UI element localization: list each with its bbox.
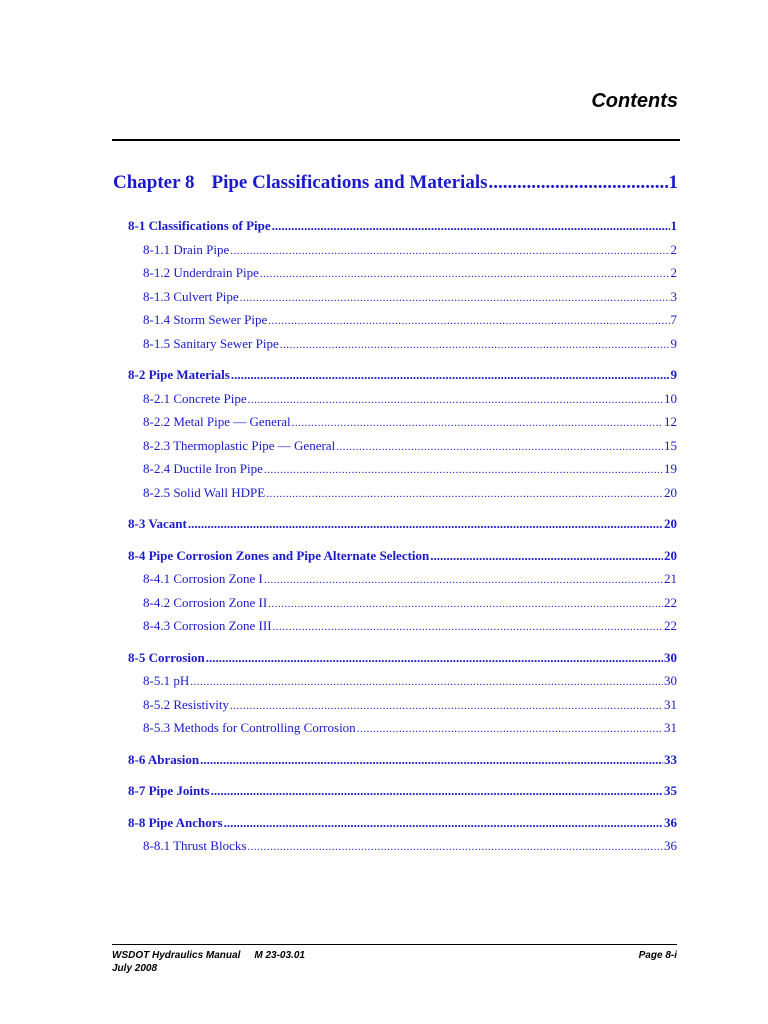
toc-subsection-page: 21: [664, 571, 677, 586]
toc-subsection-label: 8-4.3 Corrosion Zone III: [143, 618, 272, 633]
toc-section[interactable]: [128, 752, 677, 768]
toc-subsection-page: 22: [664, 618, 677, 633]
leader-dots: [273, 621, 663, 633]
toc-subsection-label: 8-5.3 Methods for Controlling Corrosion: [143, 720, 356, 735]
toc-subsection-page: 19: [664, 461, 677, 476]
leader-dots: [357, 723, 663, 735]
toc-subsection-page: 12: [664, 414, 677, 429]
toc-section[interactable]: [128, 783, 677, 799]
leader-dots: [336, 441, 663, 453]
toc-subsection[interactable]: [143, 697, 677, 713]
toc-subsection-label: 8-1.4 Storm Sewer Pipe: [143, 312, 268, 327]
leader-dots: [280, 339, 670, 351]
leader-dots: [231, 367, 670, 383]
toc-subsection-page: 2: [670, 241, 677, 257]
toc-subsection[interactable]: [143, 391, 677, 407]
toc-section[interactable]: [128, 367, 677, 383]
leader-dots: [188, 516, 663, 532]
toc-section-page: 1: [670, 218, 677, 233]
toc-subsection-page: 15: [664, 437, 677, 453]
leader-dots: [264, 464, 663, 476]
toc-section-label: 8-3 Vacant: [128, 516, 187, 531]
toc-subsection-label: 8-8.1 Thrust Blocks: [143, 838, 247, 853]
toc-subsection[interactable]: [143, 595, 677, 611]
leader-dots: [489, 172, 668, 194]
footer-manual: [112, 949, 305, 962]
contents-title: Contents: [591, 90, 678, 112]
toc-section-page: 33: [664, 751, 677, 767]
toc-subsection[interactable]: [143, 720, 677, 736]
toc-subsection[interactable]: [143, 289, 677, 305]
toc-subsection-label: 8-1.1 Drain Pipe: [143, 241, 230, 257]
toc-subsection-page: 7: [670, 312, 677, 327]
leader-dots: [206, 650, 663, 666]
toc-subsection-label: 8-2.4 Ductile Iron Pipe: [143, 461, 263, 476]
toc-subsection-page: 31: [664, 720, 677, 735]
toc-subsection-page: 36: [664, 838, 677, 853]
toc-subsection[interactable]: [143, 571, 677, 587]
toc-section-page: 35: [664, 783, 677, 798]
toc-subsection-label: 8-4.2 Corrosion Zone II: [143, 594, 268, 610]
chapter-page: 1: [668, 172, 678, 193]
chapter-label: [113, 172, 488, 194]
toc-subsection-page: 9: [670, 335, 677, 351]
toc-subsection-label: 8-1.2 Underdrain Pipe: [143, 265, 259, 280]
toc-subsection-page: 31: [664, 696, 677, 712]
toc-subsection-page: 20: [664, 484, 677, 500]
toc-section-page: 20: [664, 516, 677, 531]
chapter-number: Chapter 8: [113, 172, 195, 193]
toc-subsection-label: 8-2.1 Concrete Pipe: [143, 390, 247, 406]
toc-subsection-page: 10: [664, 390, 677, 406]
toc-subsection[interactable]: [143, 618, 677, 634]
leader-dots: [247, 841, 663, 853]
toc-subsection-label: 8-2.5 Solid Wall HDPE: [143, 484, 266, 500]
leader-dots: [430, 548, 663, 564]
toc-subsection[interactable]: [143, 242, 677, 258]
toc-section-label: 8-8 Pipe Anchors: [128, 814, 223, 830]
toc-section-page: 20: [664, 547, 677, 563]
toc-subsection[interactable]: [143, 265, 677, 281]
toc-section-label: 8-4 Pipe Corrosion Zones and Pipe Alternate Selection: [128, 547, 430, 563]
toc-subsection-label: 8-2.2 Metal Pipe — General: [143, 414, 291, 429]
leader-dots: [268, 598, 663, 610]
toc-section-label: 8-1 Classifications of Pipe: [128, 218, 271, 233]
toc-subsection[interactable]: [143, 461, 677, 477]
toc-subsection-label: 8-4.1 Corrosion Zone I: [143, 571, 263, 586]
toc-subsection-page: 2: [670, 265, 677, 280]
toc-subsection[interactable]: [143, 414, 677, 430]
toc-section[interactable]: [128, 516, 677, 532]
toc-subsection[interactable]: [143, 438, 677, 454]
toc-subsection-label: 8-2.3 Thermoplastic Pipe — General: [143, 437, 336, 453]
leader-dots: [224, 815, 663, 831]
leader-dots: [264, 574, 663, 586]
footer-manual-code: M 23-03.01: [254, 950, 305, 961]
leader-dots: [260, 268, 670, 280]
toc-section-page: 9: [670, 367, 677, 382]
leader-dots: [240, 292, 670, 304]
page-footer: [112, 944, 677, 975]
toc-subsection[interactable]: [143, 312, 677, 328]
toc-section-label: 8-5 Corrosion: [128, 649, 205, 665]
toc-section[interactable]: [128, 650, 677, 666]
toc-subsection-page: 30: [664, 673, 677, 688]
leader-dots: [230, 245, 669, 257]
footer-page: Page 8-i: [638, 950, 677, 961]
chapter-title: Pipe Classifications and Materials: [211, 172, 488, 193]
leader-dots: [268, 315, 669, 327]
toc-section[interactable]: [128, 218, 677, 234]
footer-date: July 2008: [112, 963, 158, 974]
toc-section-label: 8-7 Pipe Joints: [128, 783, 210, 798]
leader-dots: [266, 488, 663, 500]
toc-subsection-label: 8-1.3 Culvert Pipe: [143, 288, 239, 304]
toc-subsection-page: 3: [670, 288, 677, 304]
leader-dots: [248, 394, 663, 406]
toc-subsection-label: 8-5.2 Resistivity: [143, 696, 229, 712]
toc-section-label: 8-6 Abrasion: [128, 751, 200, 767]
toc-subsection-page: 22: [664, 594, 677, 610]
toc-section-page: 30: [664, 649, 677, 665]
leader-dots: [200, 752, 663, 768]
toc-section[interactable]: [128, 548, 677, 564]
toc-subsection[interactable]: [143, 336, 677, 352]
toc-section-label: 8-2 Pipe Materials: [128, 367, 230, 382]
top-rule: [112, 139, 680, 141]
toc-section-page: 36: [664, 814, 677, 830]
footer-manual-title: WSDOT Hydraulics Manual: [112, 950, 241, 961]
leader-dots: [230, 700, 663, 712]
leader-dots: [211, 783, 663, 799]
toc-subsection[interactable]: [143, 673, 677, 689]
toc-subsection[interactable]: [143, 485, 677, 501]
toc-subsection-label: 8-1.5 Sanitary Sewer Pipe: [143, 335, 279, 351]
leader-dots: [190, 676, 663, 688]
leader-dots: [292, 417, 663, 429]
chapter-entry[interactable]: [113, 172, 678, 194]
toc-subsection-label: 8-5.1 pH: [143, 673, 190, 688]
toc-subsection[interactable]: [143, 838, 677, 854]
toc-section[interactable]: [128, 815, 677, 831]
leader-dots: [272, 218, 670, 234]
